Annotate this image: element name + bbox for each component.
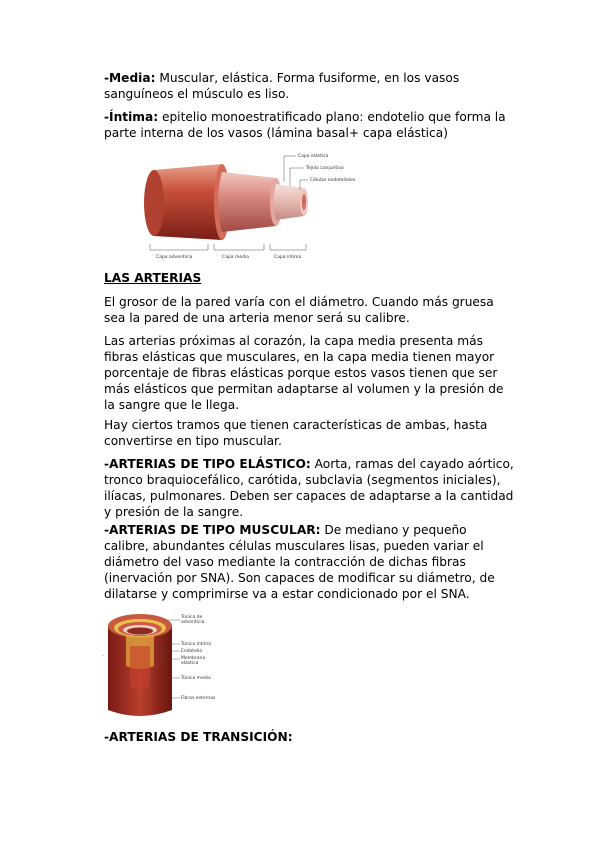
transicion-paragraph: [104, 729, 514, 745]
elastico-text: Aorta, ramas del cayado aórtico, tronco braquiocefálico, carótida, subclavia (segmentos iniciales), ilíacas, pulmonares. Deben ser capaces de adaptarse a la cantidad y presión de la sangre.: [104, 457, 514, 519]
intima-text: epitelio monoestratificado plano: endotelio que forma la parte interna de los vasos (lámina basal+ capa elástica): [104, 110, 506, 140]
adventitia-end: [144, 170, 164, 236]
artery-crosssection-figure: [100, 606, 240, 724]
fig2-label-3: Endotelio: [181, 649, 203, 654]
muscular-text: De mediano y pequeño calibre, abundantes células musculares lisas, pueden variar el diámetro del vaso mediante la contracción de dichas fibras (inervación por SNA). Son capaces de modificar su diámetro, de dilatarse y comprimirse va a estar condicionado por el SNA.: [104, 523, 495, 601]
artery-lumen: [127, 628, 153, 635]
fig2-label-1: Túnica de: [181, 615, 203, 620]
label-tejido-conjuntivo: Tejido conjuntivo: [306, 166, 344, 171]
elastico-label: -ARTERIAS DE TIPO ELÁSTICO:: [104, 457, 311, 471]
transicion-label: -ARTERIAS DE TRANSICIÓN:: [104, 730, 293, 744]
media-paragraph: [104, 70, 514, 102]
vessel-layers-figure: [136, 148, 366, 263]
svg-text:.: .: [102, 651, 104, 658]
media-label: -Media:: [104, 71, 156, 85]
fig2-label-1b: adventicia: [181, 620, 205, 625]
intima-paragraph: [104, 109, 514, 141]
intima-label: -Íntima:: [104, 110, 159, 124]
muscular-paragraph: [104, 522, 514, 602]
media-text: Muscular, elástica. Forma fusiforme, en los vasos sanguíneos el músculo es liso.: [104, 71, 460, 101]
arterias-p2: Las arterias próximas al corazón, la capa media presenta más fibras elásticas que musculares, en la capa media tienen mayor porcentaje de fibras elásticas porque estos vasos tienen que ser más elásticos que permitan adaptarse al volumen y la presión de la sangre que le llega.: [104, 334, 504, 412]
label-celulas-endoteliales: Células endoteliales: [310, 178, 356, 183]
arterias-p3: Hay ciertos tramos que tienen características de ambas, hasta convertirse en tipo muscular.: [104, 418, 488, 448]
label-capa-media: Capa media: [222, 255, 249, 260]
arterias-heading: LAS ARTERIAS: [104, 271, 202, 285]
muscular-label: -ARTERIAS DE TIPO MUSCULAR:: [104, 523, 321, 537]
fig2-label-4b: elástica: [181, 661, 199, 666]
label-capa-elastica: Capa elástica: [298, 154, 329, 159]
elastico-paragraph: [104, 456, 514, 520]
lumen: [302, 194, 306, 210]
fig2-label-5: Túnica media: [181, 676, 211, 681]
arterias-p1: El grosor de la pared varía con el diámetro. Cuando más gruesa sea la pared de una arteria menor será su calibre.: [104, 295, 494, 325]
fig2-label-6: Fibras externas: [181, 696, 216, 701]
fig2-label-2: Túnica íntima: [181, 642, 211, 647]
label-capa-adventicia: Capa adventicia: [156, 255, 193, 260]
label-capa-intima: Capa íntima: [274, 255, 302, 260]
fig2-label-4: Membrana: [181, 656, 206, 661]
